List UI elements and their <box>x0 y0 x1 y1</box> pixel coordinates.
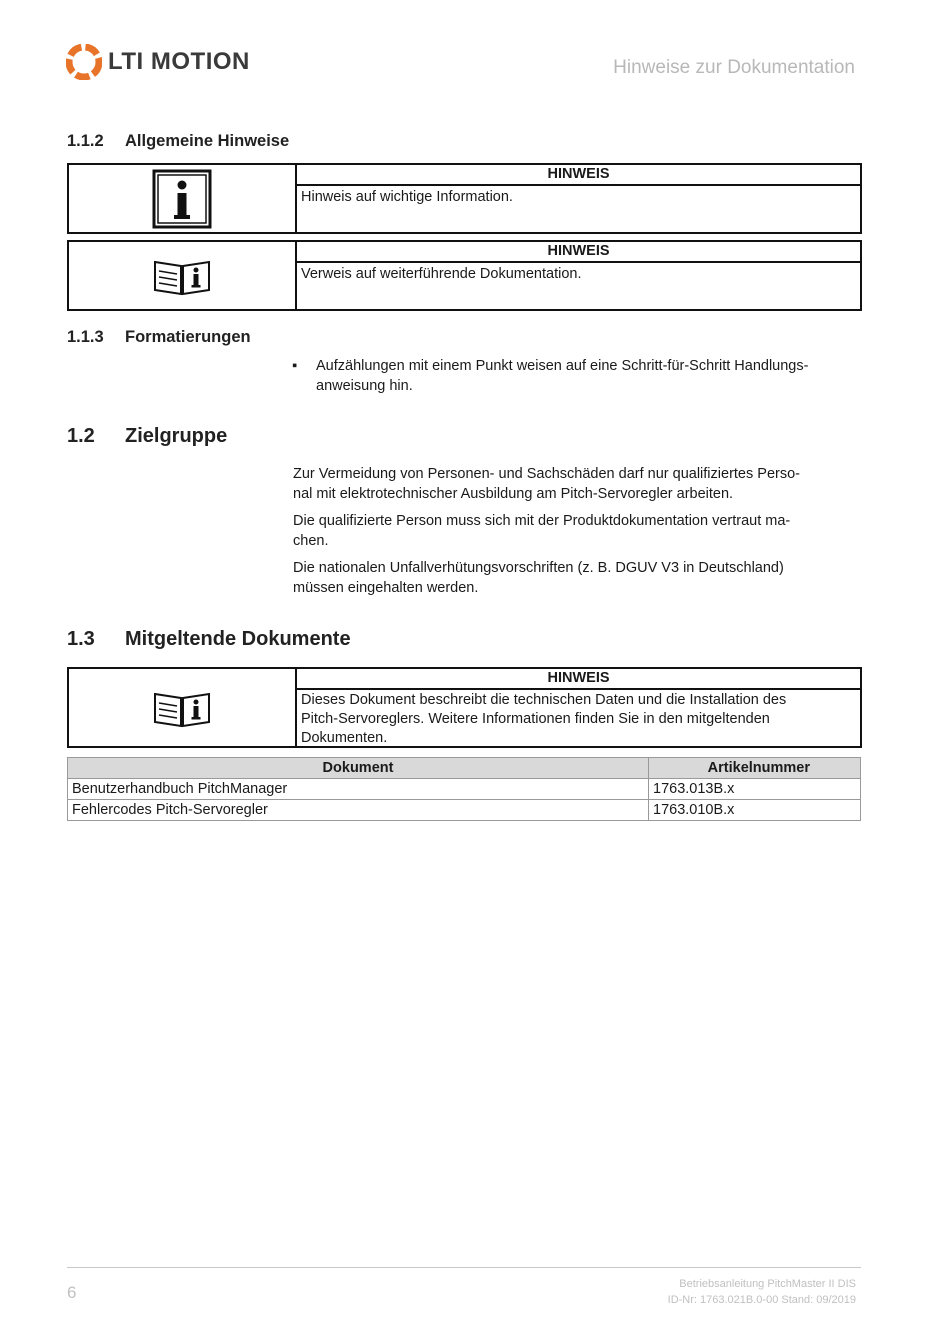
section-title: Zielgruppe <box>125 425 228 447</box>
notice-text: Verweis auf weiterführende Dokumentation. <box>301 266 582 282</box>
lti-logo-icon <box>66 44 102 80</box>
notice-icon-cell <box>69 242 297 309</box>
book-info-icon <box>152 256 212 296</box>
notice-title: HINWEIS <box>297 165 860 186</box>
brand-logo <box>66 44 250 80</box>
section-number: 1.1.2 <box>67 132 104 150</box>
paragraph-line: nal mit elektrotechnischer Ausbildung am Pitch-Servoregler arbeiten. <box>293 485 734 502</box>
notice-box-reference <box>67 240 862 311</box>
section-number: 1.1.3 <box>67 328 104 346</box>
footer-doc-id: ID-Nr: 1763.021B.0-00 Stand: 09/2019 <box>667 1294 856 1306</box>
section-title: Allgemeine Hinweise <box>125 132 290 150</box>
bullet-text-line: Aufzählungen mit einem Punkt weisen auf eine Schritt-für-Schritt Handlungs- <box>316 358 809 374</box>
paragraph-line: Zur Vermeidung von Personen- und Sachschäden darf nur qualifiziertes Perso- <box>293 466 800 482</box>
section-number: 1.3 <box>67 628 95 650</box>
table-cell-document: Fehlercodes Pitch-Servoregler <box>68 800 649 821</box>
section-heading-1-3 <box>67 628 351 651</box>
notice-icon-cell <box>69 669 297 746</box>
paragraph-line: Die qualifizierte Person muss sich mit der Produktdokumentation vertraut ma- <box>293 513 791 529</box>
paragraph-line: Die nationalen Unfallverhütungsvorschriften (z. B. DGUV V3 in Deutschland) <box>293 560 784 576</box>
table-cell-article-number: 1763.013B.x <box>649 779 861 800</box>
section-heading-1-1-2 <box>67 132 289 151</box>
running-header: Hinweise zur Dokumentation <box>613 57 855 78</box>
section-title: Mitgeltende Dokumente <box>125 628 351 650</box>
table-row <box>68 779 861 800</box>
column-header-dokument: Dokument <box>68 758 649 779</box>
section-number: 1.2 <box>67 425 95 447</box>
column-header-artikelnummer: Artikelnummer <box>649 758 861 779</box>
table-header-row <box>68 758 861 779</box>
info-icon <box>152 169 212 229</box>
paragraph-line: müssen eingehalten werden. <box>293 579 479 596</box>
footer-document-info <box>668 1276 856 1308</box>
notice-title: HINWEIS <box>297 242 860 263</box>
paragraph-zielgruppe-2 <box>293 512 863 551</box>
table-cell-article-number: 1763.010B.x <box>649 800 861 821</box>
notice-text: Hinweis auf wichtige Information. <box>301 189 513 205</box>
notice-text <box>297 690 860 750</box>
section-title: Formatierungen <box>125 328 251 346</box>
paragraph-zielgruppe-1 <box>293 465 863 504</box>
footer-divider <box>67 1267 861 1268</box>
bullet-marker: ▪ <box>292 358 298 374</box>
table-cell-document: Benutzerhandbuch PitchManager <box>68 779 649 800</box>
notice-text-line: Dieses Dokument beschreibt die technischen Daten und die Installation des <box>301 692 787 708</box>
paragraph-zielgruppe-3 <box>293 559 863 598</box>
notice-box-related-docs <box>67 667 862 748</box>
brand-name: LTI MOTION <box>108 48 250 75</box>
notice-title: HINWEIS <box>297 669 860 690</box>
section-heading-1-1-3 <box>67 328 251 347</box>
paragraph-line: chen. <box>293 532 329 549</box>
page-number: 6 <box>67 1283 77 1302</box>
related-documents-table <box>67 757 861 821</box>
bullet-list-item <box>292 357 862 396</box>
notice-box-info <box>67 163 862 234</box>
notice-text-line: Dokumenten. <box>301 730 388 746</box>
book-info-icon <box>152 688 212 728</box>
notice-icon-cell <box>69 165 297 232</box>
footer-doc-title: Betriebsanleitung PitchMaster II DIS <box>679 1278 856 1290</box>
bullet-text-line: anweisung hin. <box>316 377 413 394</box>
table-row <box>68 800 861 821</box>
section-heading-1-2 <box>67 425 227 448</box>
notice-text-line: Pitch-Servoreglers. Weitere Informationen finden Sie in den mitgeltenden <box>301 711 770 727</box>
